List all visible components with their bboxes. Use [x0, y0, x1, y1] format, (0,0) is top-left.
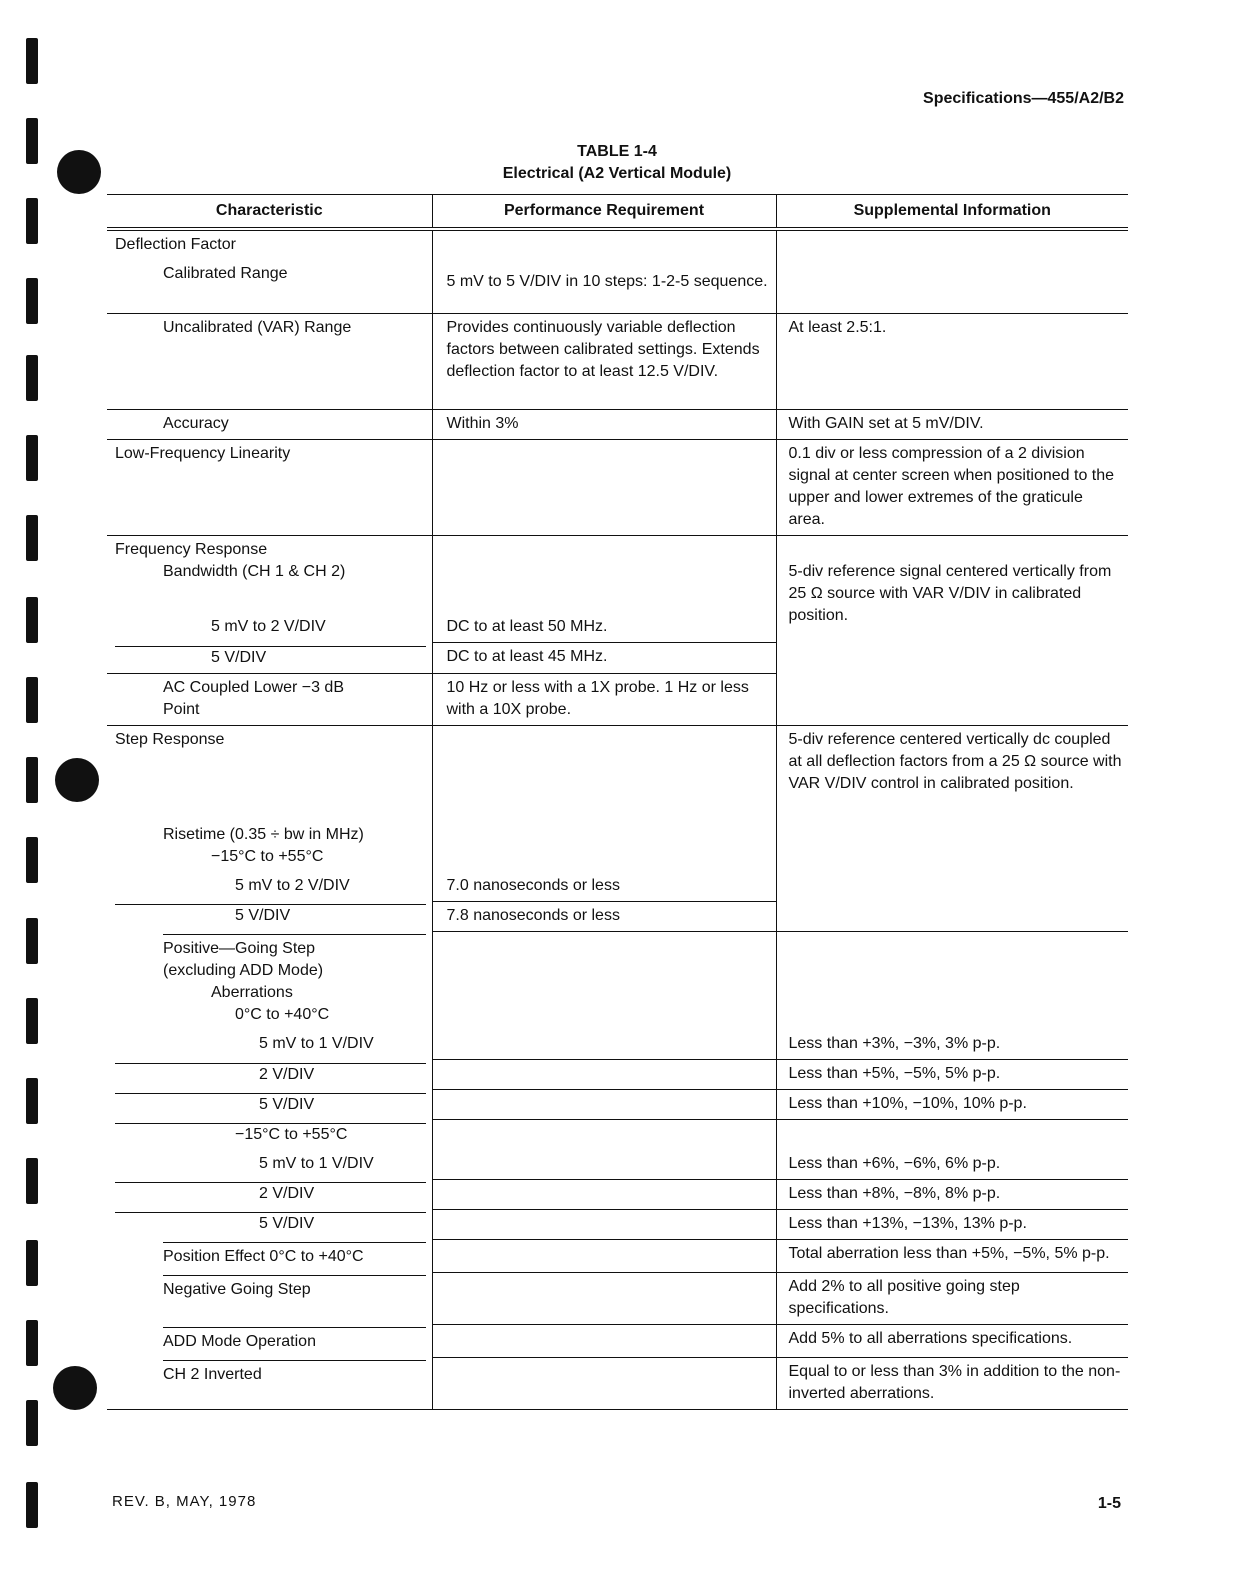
characteristic-cell: Position Effect 0°C to +40°C — [163, 1242, 426, 1268]
table-row — [107, 229, 1128, 260]
table-row — [107, 1150, 1128, 1180]
characteristic-subcell: Bandwidth (CH 1 & CH 2) — [163, 563, 346, 580]
binder-mark — [26, 435, 38, 481]
table-row — [107, 536, 1128, 614]
table-row — [107, 1179, 1128, 1209]
punch-hole — [53, 1366, 97, 1410]
characteristic-cell: CH 2 Inverted — [163, 1360, 426, 1386]
table-number: TABLE 1-4 — [577, 143, 657, 160]
characteristic-cell: −15°C to +55°C — [115, 1123, 426, 1146]
table-row — [107, 1120, 1128, 1150]
binder-mark — [26, 757, 38, 803]
punch-hole — [55, 758, 99, 802]
performance-cell: Within 3% — [446, 415, 519, 432]
supplemental-cell: Less than +6%, −6%, 6% p-p. — [788, 1154, 1001, 1172]
supplemental-cell: Less than +8%, −8%, 8% p-p. — [788, 1184, 1001, 1202]
supplemental-cell: Equal to or less than 3% in addition to the non-inverted aberrations. — [788, 1362, 1121, 1402]
performance-cell: 5 mV to 5 V/DIV in 10 steps: 1-2-5 sequence. — [446, 273, 768, 290]
characteristic-cell: 5 V/DIV — [115, 1212, 426, 1235]
table-row — [107, 1239, 1128, 1272]
characteristic-cell: 5 V/DIV — [115, 646, 426, 669]
characteristic-cell: Negative Going Step — [163, 1275, 426, 1301]
table-row — [107, 1209, 1128, 1239]
characteristic-cell: 2 V/DIV — [115, 1063, 426, 1086]
binder-mark — [26, 1240, 38, 1286]
page-header: Specifications—455/A2/B2 — [923, 90, 1124, 107]
table-row — [107, 314, 1128, 410]
supplemental-cell: 5-div reference centered vertically dc coupled at all deflection factors from a 25 Ω source with VAR V/DIV control in calibrated position. — [788, 730, 1122, 792]
performance-cell: 10 Hz or less with a 1X probe. 1 Hz or less with a 10X probe. — [446, 678, 749, 718]
table-row — [107, 1060, 1128, 1090]
table-row — [107, 1357, 1128, 1409]
table-caption: Electrical (A2 Vertical Module) — [502, 165, 732, 182]
binder-mark — [26, 998, 38, 1044]
spec-table-wrapper — [107, 194, 1128, 1410]
spec-table — [107, 195, 1128, 1410]
supplemental-cell: 0.1 div or less compression of a 2 division signal at center screen when positioned to the upper and lower extremes of the graticule area. — [788, 445, 1115, 528]
supplemental-cell: With GAIN set at 5 mV/DIV. — [788, 415, 984, 432]
supplemental-cell: Add 5% to all aberrations specifications. — [788, 1329, 1073, 1347]
binder-mark — [26, 837, 38, 883]
characteristic-subcell: −15°C to +55°C — [211, 847, 324, 865]
supplemental-cell: 5-div reference signal centered vertically from 25 Ω source with VAR V/DIV in calibrated position. — [788, 563, 1112, 624]
binder-mark — [26, 1320, 38, 1366]
characteristic-cell: 5 V/DIV — [115, 1093, 426, 1116]
binder-mark — [26, 198, 38, 244]
characteristic-cell: 5 mV to 1 V/DIV — [259, 1154, 374, 1172]
binder-mark — [26, 515, 38, 561]
characteristic-cell: 5 V/DIV — [115, 904, 426, 927]
characteristic-cell: Risetime (0.35 ÷ bw in MHz) — [163, 825, 364, 843]
characteristic-cell: Positive—Going Step (excluding ADD Mode) — [163, 940, 324, 979]
performance-cell: DC to at least 50 MHz. — [446, 618, 608, 635]
binder-mark — [26, 1400, 38, 1446]
table-row — [107, 410, 1128, 440]
characteristic-cell: AC Coupled Lower −3 dB Point — [163, 678, 344, 718]
page-number: 1-5 — [1097, 1495, 1121, 1512]
supplemental-cell: Less than +3%, −3%, 3% p-p. — [788, 1035, 1001, 1052]
characteristic-cell: Uncalibrated (VAR) Range — [163, 319, 352, 336]
supplemental-cell: Less than +10%, −10%, 10% p-p. — [788, 1095, 1027, 1112]
characteristic-cell: 2 V/DIV — [115, 1182, 426, 1205]
table-row — [107, 1090, 1128, 1120]
revision-note: REV. B, MAY, 1978 — [112, 1493, 257, 1510]
characteristic-cell: Frequency Response — [115, 541, 268, 558]
table-row — [107, 1030, 1128, 1060]
binder-mark — [26, 278, 38, 324]
characteristic-cell: 5 mV to 2 V/DIV — [235, 876, 350, 894]
column-header: Supplemental Information — [776, 195, 1128, 229]
table-row — [107, 1324, 1128, 1357]
binder-mark — [26, 1482, 38, 1528]
characteristic-cell: Deflection Factor — [115, 236, 236, 253]
supplemental-cell: Add 2% to all positive going step specifications. — [788, 1277, 1020, 1317]
supplemental-cell: At least 2.5:1. — [788, 319, 887, 336]
characteristic-subcell: 0°C to +40°C — [235, 1006, 330, 1023]
binder-mark — [26, 1078, 38, 1124]
table-title — [0, 141, 1234, 185]
binder-mark — [26, 677, 38, 723]
binder-mark — [26, 597, 38, 643]
supplemental-cell: Total aberration less than +5%, −5%, 5% p-p. — [788, 1244, 1110, 1262]
characteristic-cell: Accuracy — [163, 415, 229, 432]
table-row — [107, 1272, 1128, 1324]
binder-mark — [26, 918, 38, 964]
binder-mark — [26, 1158, 38, 1204]
binder-mark — [26, 355, 38, 401]
table-row — [107, 725, 1128, 821]
table-row — [107, 260, 1128, 314]
performance-cell: 7.8 nanoseconds or less — [446, 906, 620, 924]
characteristic-cell: 5 mV to 2 V/DIV — [211, 618, 326, 635]
column-header: Characteristic — [215, 202, 323, 219]
performance-cell: DC to at least 45 MHz. — [446, 648, 608, 665]
table-row — [107, 931, 1128, 1030]
performance-cell: 7.0 nanoseconds or less — [446, 876, 620, 894]
supplemental-cell: Less than +5%, −5%, 5% p-p. — [788, 1065, 1001, 1082]
table-row — [107, 440, 1128, 536]
column-header: Performance Requirement — [432, 195, 776, 229]
characteristic-subcell: Aberrations — [211, 984, 293, 1001]
characteristic-cell: Low-Frequency Linearity — [115, 445, 291, 462]
supplemental-cell: Less than +13%, −13%, 13% p-p. — [788, 1214, 1027, 1232]
characteristic-cell: Calibrated Range — [163, 265, 288, 282]
characteristic-cell: 5 mV to 1 V/DIV — [259, 1035, 374, 1052]
performance-cell: Provides continuously variable deflection factors between calibrated settings. Extends deflection factor to at least 12.5 V/DIV. — [446, 319, 760, 380]
characteristic-cell: ADD Mode Operation — [163, 1327, 426, 1353]
characteristic-cell: Step Response — [115, 730, 225, 748]
binder-mark — [26, 38, 38, 84]
